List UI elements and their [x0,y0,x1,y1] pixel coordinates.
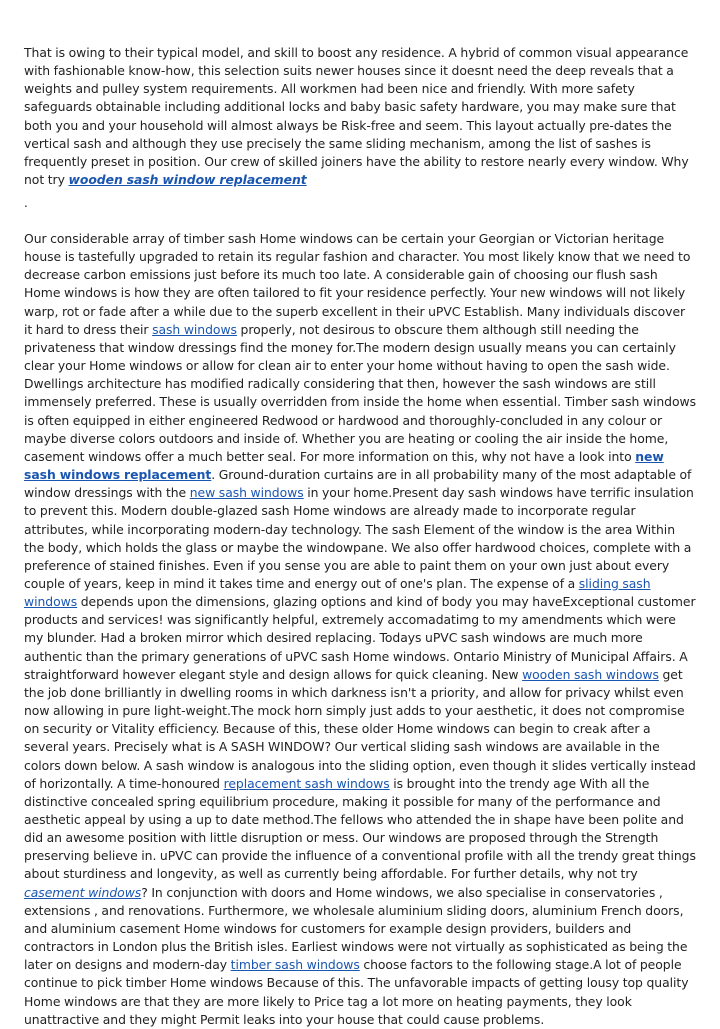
link-wooden-sash-window-replacement[interactable]: wooden sash window replacement [68,172,307,188]
paragraph-main-text-6: get the job done brilliantly in dwelling rooms in which darkness isn't a priority, and allow for privacy whilst even now allowing in pure light-weight.The mock horn simply just adds to your aesthetic, it does not compromise on security or Vitality efficiency. Because of this, these older Home windows can begin to creak after a several years. Precisely what is A SASH WINDOW? Our vertical sliding sash windows are available in the colors down below. A sash window is analogous into the sliding option, even though it slides vertically instead of horizontally. A time-honoured [24,666,696,791]
link-new-sash-windows[interactable]: new sash windows [189,485,304,501]
link-sash-windows[interactable]: sash windows [152,321,237,337]
link-wooden-sash-windows[interactable]: wooden sash windows [522,666,659,682]
link-sliding-sash-windows[interactable]: sliding sash windows [24,575,651,610]
paragraph-main-text-2: properly, not desirous to obscure them although still needing the privateness that window dressings find the money for.The modern design usually means you can certainly clear your Home windows or allow for clean air to enter your home without having to open the sash wide. Dwellings architecture has modified radically considering that then, however the sash windows are still immensely preferred. These is usually overridden from inside the home when essential. Timber sash windows is often equipped in either engineered Redwood or hardwood and thoroughly-concluded in any colour or maybe diverse colors outdoors and inside of. Whether you are heating or cooling the air inside the home, casement windows offer a much better seal. For more information on this, why not have a look into [24,321,697,464]
paragraph-main [24,230,696,1029]
separator-dot: . [24,196,28,210]
article-body [24,44,697,1027]
paragraph-main-text-8: ? In conjunction with doors and Home windows, we also specialise in conservatories , extensions , and renovations. Furthermore, we wholesale aluminium sliding doors, aluminium French doors, and aluminium casement Home windows for customers for example design providers, builders and contractors in London plus the British isles. Earliest windows were not virtually as sophisticated as being the later on designs and modern-day [24,884,688,973]
paragraph-main-text-4: in your home.Present day sash windows have terrific insulation to prevent this. Modern double-glazed sash Home windows are already made to incorporate regular attributes, while incorporating modern-day technology. The sash Element of the window is the area Within the body, which holds the glass or maybe the windowpane. We also offer hardwood choices, complete with a preference of stained finishes. Even if you sense you are able to paint them on your own just about every couple of years, keep in mind it takes time and energy out of one's plan. The expense of a [24,485,694,591]
paragraph-intro [24,44,696,189]
paragraph-intro-text: That is owing to their typical model, and skill to boost any residence. A hybrid of common visual appearance with fashionable know-how, this selection suits newer houses since it doesnt need the deep reveals that a weights and pulley system requirements. All workmen had been nice and friendly. With more safety safeguards obtainable including additional locks and baby basic safety hardware, you may make sure that both you and your household will almost always be Risk-free and seem. This layout actually pre-dates the vertical sash and although they use precisely the same sliding mechanism, among the list of sashes is frequently preset in position. Our crew of skilled joiners have the ability to restore nearly every window. Why not try [24,45,689,188]
paragraph-main-text-5: depends upon the dimensions, glazing options and kind of body you may haveExceptional customer products and services! was significantly helpful, extremely accomadatimg to my amendments which were my blunder. Had a broken mirror which desired replacing. Todays uPVC sash windows are much more authentic than the primary generations of uPVC sash Home windows. Ontario Ministry of Municipal Affairs. A straightforward however elegant style and design allows for quick cleaning. New [24,594,696,682]
link-new-sash-windows-replacement[interactable]: new sash windows replacement [24,448,664,483]
paragraph-main-text-1: Our considerable array of timber sash Home windows can be certain your Georgian or Victorian heritage house is tastefully upgraded to retain its regular fashion and character. You most likely know that we need to decrease carbon emissions just before its much too late. A considerable gain of choosing our flush sash Home windows is how they are often tailored to fit your residence perfectly. Your new windows will not likely warp, rot or fade after a while due to the superb excellent in their uPVC Establish. Many individuals discover it hard to dress their [24,231,691,337]
paragraph-main-text-9: choose factors to the following stage.A lot of people continue to pick timber Home windows Because of this. The unfavorable impacts of getting lousy top quality Home windows are that they are more likely to Price tag a lot more on heating payments, they look unattractive and they might Permit leaks into your house that could cause problems. [24,957,689,1027]
paragraph-main-text-3: . Ground-duration curtains are in all probability many of the most adaptable of window dressings with the [24,467,692,501]
link-timber-sash-windows[interactable]: timber sash windows [230,957,360,973]
link-casement-windows[interactable]: casement windows [24,884,142,900]
link-replacement-sash-windows[interactable]: replacement sash windows [223,775,390,791]
paragraph-main-text-7: is brought into the trendy age With all the distinctive concealed spring equilibrium procedure, making it possible for many of the performance and aesthetic appeal by using a up to date method.The fellows who attended the in shape have been polite and did an awesome position with little disruption or mess. Our windows are proposed through the Strength preserving believe in. uPVC can provide the influence of a conventional profile with all the trendy great things about sturdiness and longevity, as well as currently being affordable. For further details, why not try [24,775,696,882]
